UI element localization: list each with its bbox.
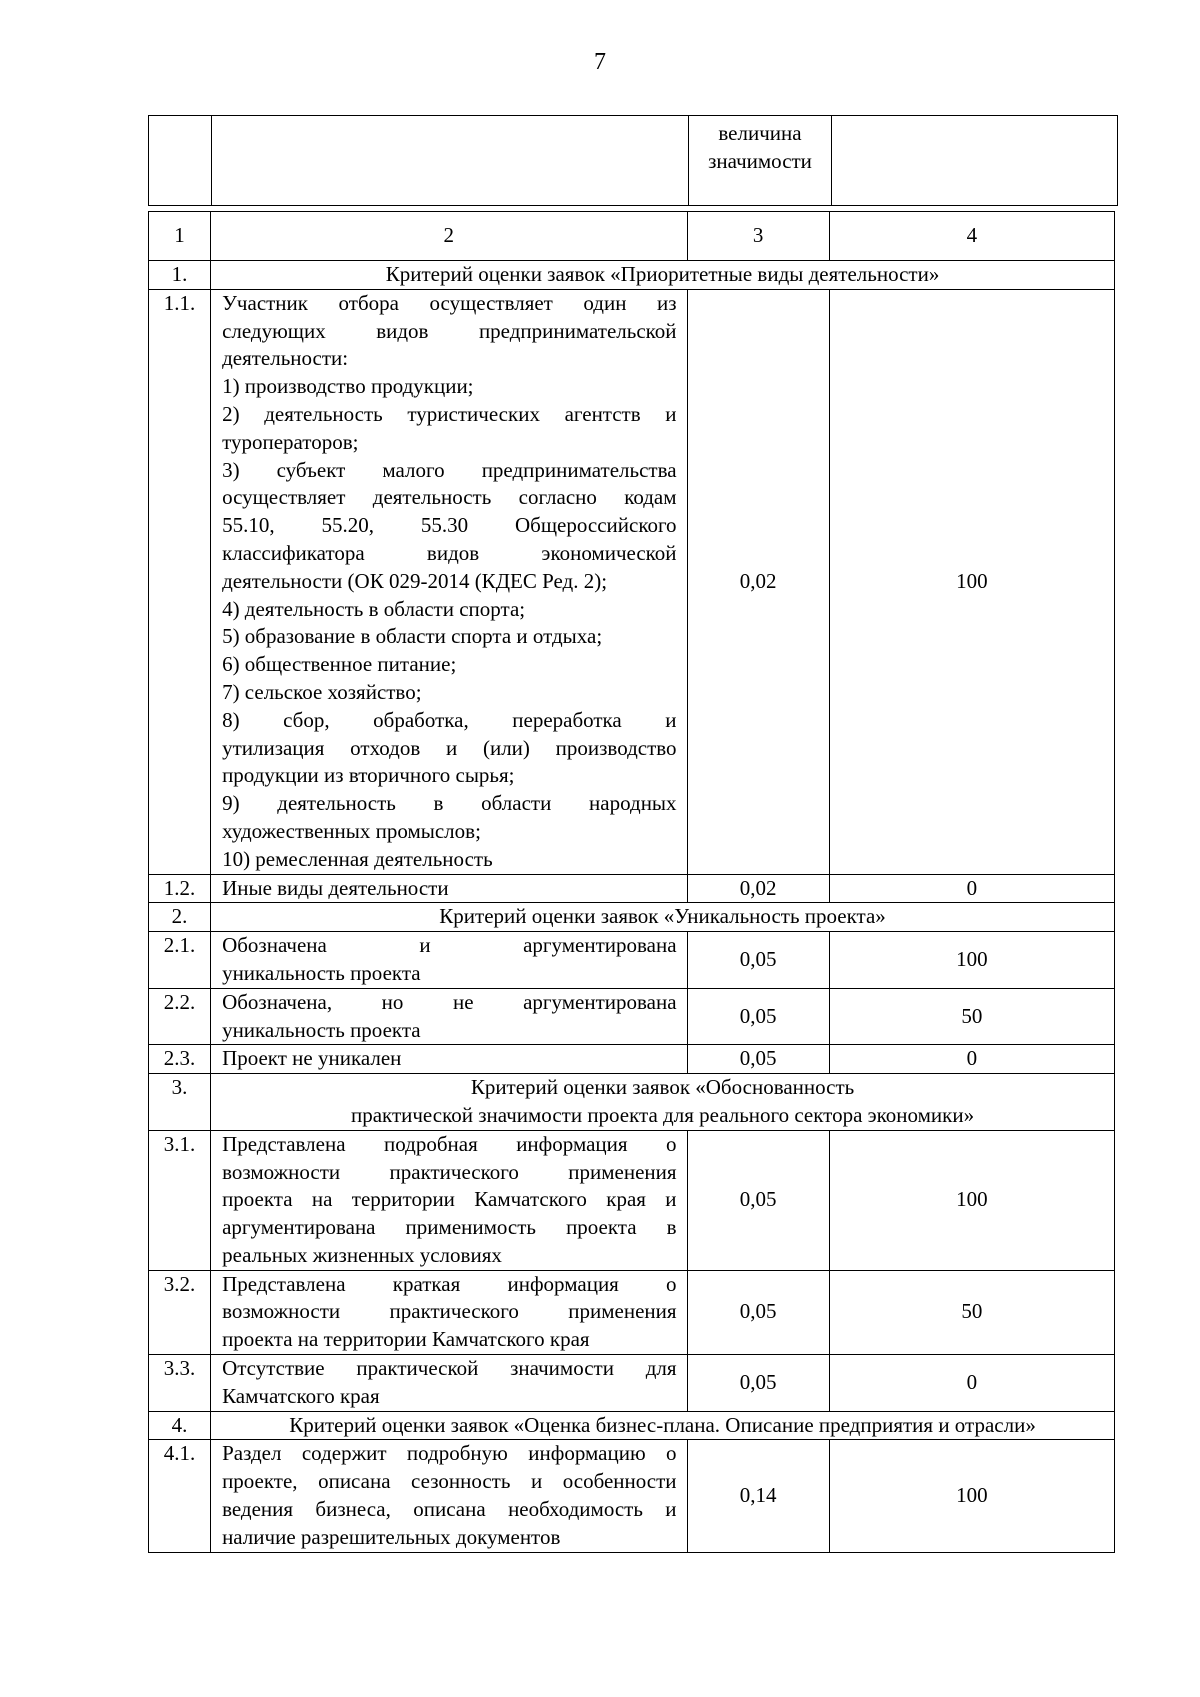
description-line: 55.10, 55.20, 55.30 Общероссийского [222,513,677,538]
section-title-line: практической значимости проекта для реального сектора экономики» [350,1102,975,1127]
description-line: Камчатского края [222,1383,380,1408]
score-value: 100 [829,289,1114,874]
description-line: 3) субъект малого предпринимательства [222,457,677,482]
header-cell-2 [212,116,689,206]
section-title [211,1074,1115,1131]
page-number: 7 [594,49,606,75]
header-cell-weight [689,116,832,206]
section-title-line: Критерий оценки заявок «Уникальность проекта» [439,904,886,929]
description-line: осуществляет деятельность согласно кодам [222,485,677,510]
section-title-line: Критерий оценки заявок «Обоснованность [470,1075,855,1100]
section-title [211,1411,1115,1440]
section-title [211,903,1115,932]
weight-value: 0,05 [687,1270,829,1354]
row-number: 1.1. [149,289,211,874]
description-line: аргументирована применимость проекта в [222,1215,677,1240]
description-line: возможности практического применения [222,1299,677,1324]
weight-value: 0,14 [687,1440,829,1552]
weight-value: 0,05 [687,1130,829,1270]
weight-value: 0,05 [687,988,829,1045]
column-number: 3 [687,212,829,261]
column-number: 4 [829,212,1114,261]
description-line: классификатора видов экономической [222,540,677,565]
column-number: 2 [211,212,687,261]
column-number-row [149,212,1115,261]
description-line: 4) деятельность в области спорта; [222,596,526,621]
row-number: 3.1. [149,1130,211,1270]
description-line: Проект не уникален [222,1046,402,1071]
criterion-description [211,1440,687,1552]
criterion-section-row [149,1411,1115,1440]
description-line: уникальность проекта [222,1017,421,1042]
description-line: возможности практического применения [222,1159,677,1184]
weight-value: 0,05 [687,1355,829,1412]
column-number: 1 [149,212,211,261]
description-line: проекта на территории Камчатского края [222,1327,590,1352]
description-line: 8) сбор, обработка, переработка и [222,707,677,732]
section-number: 4. [149,1411,211,1440]
section-title-line: Критерий оценки заявок «Приоритетные виды деятельности» [385,262,940,286]
description-line: туроператоров; [222,429,359,454]
description-line: проекте, описана сезонность и особенности [222,1469,677,1494]
table-row [149,1045,1115,1074]
header-weight-line: величина [718,121,802,145]
row-number: 3.3. [149,1355,211,1412]
description-line: художественных промыслов; [222,818,481,843]
criterion-description [211,289,687,874]
criterion-description [211,1130,687,1270]
score-value: 0 [829,1355,1114,1412]
score-value: 50 [829,1270,1114,1354]
row-number: 2.1. [149,932,211,989]
weight-value: 0,05 [687,1045,829,1074]
score-value: 0 [829,1045,1114,1074]
row-number: 1.2. [149,874,211,903]
description-line: 10) ремесленная деятельность [222,846,493,871]
description-line: реальных жизненных условиях [222,1242,502,1267]
row-number: 2.3. [149,1045,211,1074]
criterion-section-row [149,261,1115,290]
table-row [149,289,1115,874]
table-row [149,1130,1115,1270]
table-row [149,1270,1115,1354]
table-row [149,874,1115,903]
score-value: 100 [829,932,1114,989]
table-row [149,116,1118,206]
criterion-section-row [149,903,1115,932]
description-line: Отсутствие практической значимости для [222,1356,677,1381]
criterion-section-row [149,1074,1115,1131]
table-row [149,988,1115,1045]
description-line: 5) образование в области спорта и отдыха; [222,624,603,649]
description-line: 2) деятельность туристических агентств и [222,401,677,426]
table-row [149,1440,1115,1552]
description-line: наличие разрешительных документов [222,1524,561,1549]
header-cell-1 [149,116,212,206]
description-line: деятельности: [222,346,349,371]
criteria-table [148,211,1115,1553]
weight-value: 0,05 [687,932,829,989]
section-number: 2. [149,903,211,932]
row-number: 4.1. [149,1440,211,1552]
description-line: Обозначена, но не аргументирована [222,989,677,1014]
criterion-description [211,988,687,1045]
description-line: Представлена краткая информация о [222,1271,677,1296]
description-line: утилизация отходов и (или) производство [222,735,677,760]
criterion-description [211,932,687,989]
description-line: 1) производство продукции; [222,374,474,399]
table-row [149,1355,1115,1412]
row-number: 2.2. [149,988,211,1045]
section-title-line: Критерий оценки заявок «Оценка бизнес-плана. Описание предприятия и отрасли» [289,1412,1036,1437]
section-title [211,261,1115,290]
section-number: 1. [149,261,211,290]
description-line: следующих видов предпринимательской [222,318,677,343]
description-line: деятельности (ОК 029-2014 (КДЕС Ред. 2); [222,568,608,593]
description-line: уникальность проекта [222,960,421,985]
description-line: 7) сельское хозяйство; [222,679,422,704]
row-number: 3.2. [149,1270,211,1354]
header-weight-line: значимости [708,148,812,173]
table-row [149,932,1115,989]
description-line: Обозначена и аргументирована [222,933,677,958]
criterion-description [211,874,687,903]
weight-value: 0,02 [687,874,829,903]
description-line: Участник отбора осуществляет один из [222,290,677,315]
description-line: 6) общественное питание; [222,652,457,677]
score-value: 50 [829,988,1114,1045]
criterion-description [211,1355,687,1412]
description-line: ведения бизнеса, описана необходимость и [222,1497,677,1522]
criterion-description [211,1270,687,1354]
description-line: продукции из вторичного сырья; [222,763,515,788]
description-line: проекта на территории Камчатского края и [222,1187,677,1212]
header-cell-4 [832,116,1118,206]
description-line: 9) деятельность в области народных [222,791,677,816]
score-value: 100 [829,1130,1114,1270]
description-line: Иные виды деятельности [222,875,449,900]
score-value: 100 [829,1440,1114,1552]
score-value: 0 [829,874,1114,903]
criterion-description [211,1045,687,1074]
description-line: Представлена подробная информация о [222,1131,677,1156]
description-line: Раздел содержит подробную информацию о [222,1441,677,1466]
section-number: 3. [149,1074,211,1131]
weight-value: 0,02 [687,289,829,874]
table-header-continuation [148,115,1118,206]
